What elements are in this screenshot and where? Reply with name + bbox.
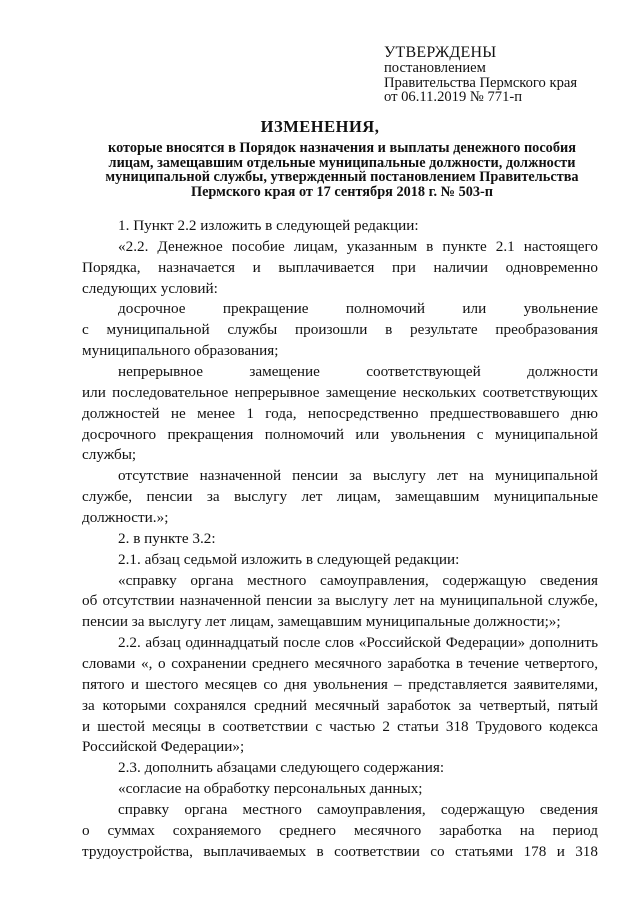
document-title: ИЗМЕНЕНИЯ, <box>260 117 380 136</box>
text-line: следующих условий: <box>82 279 218 297</box>
approval-heading: УТВЕРЖДЕНЫ <box>384 44 497 61</box>
text-line: с муниципальной службы произошли в результате преобразования <box>82 321 598 339</box>
text-line: 2.1. абзац седьмой изложить в следующей редакции: <box>118 550 460 568</box>
approval-stamp <box>384 44 577 105</box>
text-line: 2. в пункте 3.2: <box>118 529 216 547</box>
text-line: Порядка, назначается и выплачивается при наличии одновременно <box>82 258 598 276</box>
text-line: 1. Пункт 2.2 изложить в следующей редакции: <box>118 217 419 234</box>
subtitle-line: Пермского края от 17 сентября 2018 г. № 503-п <box>190 183 494 200</box>
subtitle-line: лицам, замещавшим отдельные муниципальные должности, должности <box>108 154 576 171</box>
document-subtitle <box>82 141 602 199</box>
text-line: муниципального образования; <box>82 342 279 360</box>
text-line: 2.3. дополнить абзацами следующего содержания: <box>118 759 445 777</box>
text-line: и шестой месяцы в соответствии с частью 2 статьи 318 Трудового кодекса <box>82 717 598 735</box>
text-line: должностей не менее 1 года, непосредственно предшествовавшего дню <box>82 404 598 422</box>
text-line: досрочного прекращения полномочий или увольнения с муниципальной <box>82 425 598 443</box>
text-line: отсутствие назначенной пенсии за выслугу лет на муниципальной <box>118 467 598 485</box>
text-line: об отсутствии назначенной пенсии за выслугу лет на муниципальной службе, <box>82 592 598 610</box>
text-line: справку органа местного самоуправления, содержащую сведения <box>118 801 598 819</box>
approval-line: постановлением <box>384 60 486 76</box>
text-line: или последовательное непрерывное замещение нескольких соответствующих <box>82 383 598 401</box>
approval-date: от 06.11.2019 № 771-п <box>384 89 523 105</box>
text-line: «справку органа местного самоуправления, содержащую сведения <box>118 571 598 589</box>
text-line: «2.2. Денежное пособие лицам, указанным в пункте 2.1 настоящего <box>118 237 598 255</box>
text-line: службе, пенсии за выслугу лет лицам, замещавшим муниципальные <box>82 488 598 506</box>
subtitle-line: муниципальной службы, утвержденный постановлением Правительства <box>105 169 579 186</box>
text-line: 2.2. абзац одиннадцатый после слов «Российской Федерации» дополнить <box>118 634 598 652</box>
text-line: Российской Федерации»; <box>82 738 245 756</box>
approval-line: Правительства Пермского края <box>384 74 578 91</box>
subtitle-line: которые вносятся в Порядок назначения и выплаты денежного пособия <box>108 140 576 156</box>
text-line: пятого и шестого месяцев со дня увольнения – представляется заявителями, <box>82 675 598 693</box>
text-line: за которыми сохранялся средний месячный заработок за четвертый, пятый <box>82 696 598 714</box>
text-line: «согласие на обработку персональных данных; <box>118 780 423 798</box>
text-line: досрочное прекращение полномочий или увольнение <box>118 300 598 318</box>
text-line: должности.»; <box>82 509 169 527</box>
text-line: пенсии за выслугу лет лицам, замещавшим муниципальные должности;»; <box>82 613 561 631</box>
text-line: трудоустройства, выплачиваемых в соответствии со статьями 178 и 318 <box>82 842 598 860</box>
text-line: словами «, о сохранении среднего месячного заработка в течение четвертого, <box>82 655 598 673</box>
document-body <box>82 216 598 863</box>
text-line: о суммах сохраняемого среднего месячного заработка на период <box>82 821 598 839</box>
text-line: службы; <box>82 446 137 464</box>
text-line: непрерывное замещение соответствующей должности <box>118 363 598 381</box>
